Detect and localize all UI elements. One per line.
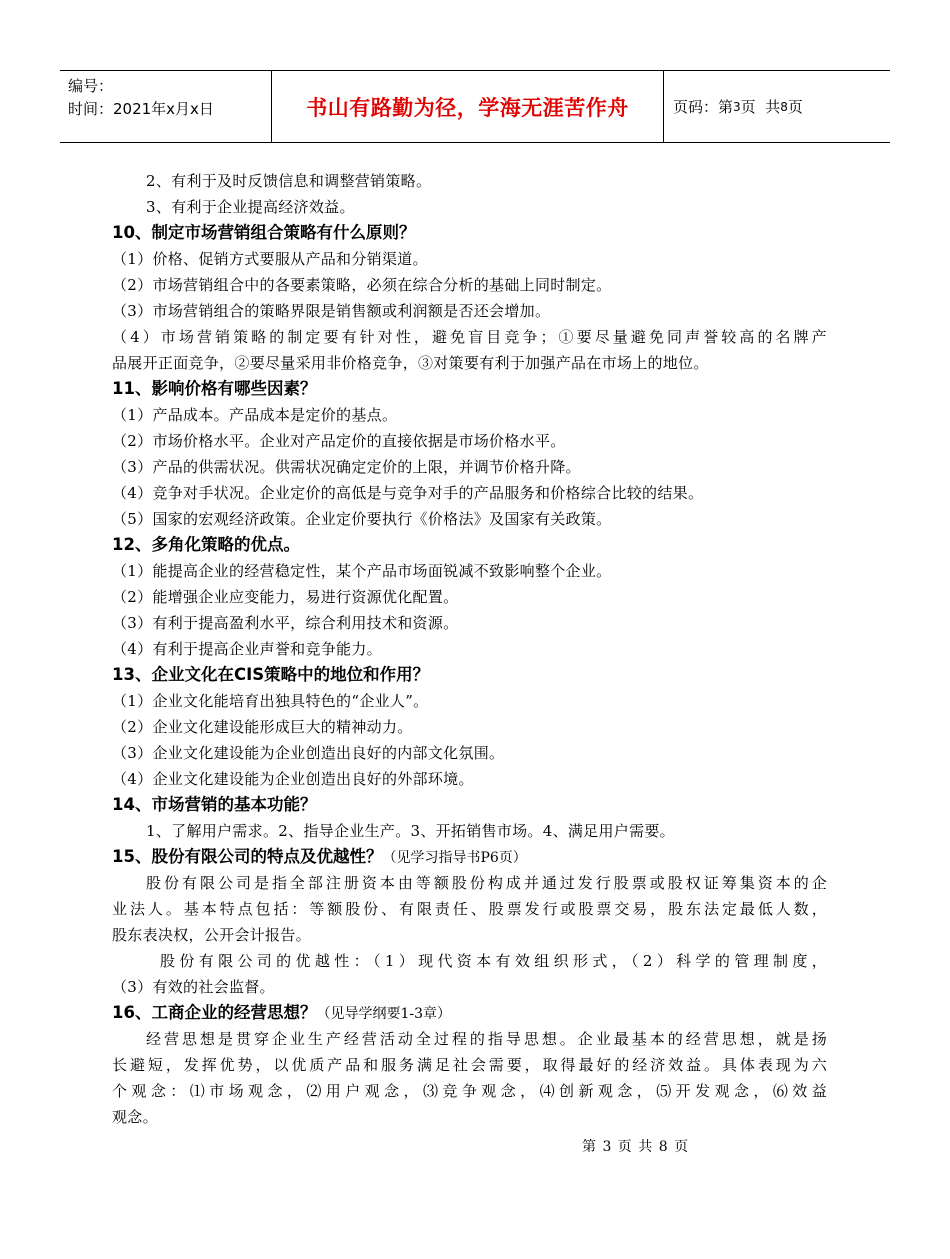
header-page-cell: [664, 71, 890, 142]
body-line: （3）市场营销组合的策略界限是销售额或利润额是否还会增加。: [112, 302, 551, 320]
page-suffix: 页: [787, 98, 803, 116]
section-heading-16: [112, 1000, 827, 1026]
body-line: 业法人。基本特点包括：等额股份、有限责任、股票发行或股票交易，股东法定最低人数，: [112, 900, 827, 918]
body-line: （3）产品的供需状况。供需状况确定定价的上限，并调节价格升降。: [112, 458, 581, 476]
heading-note: （见导学纲要1-3章）: [316, 1006, 452, 1022]
body-line: （1）企业文化能培育出独具特色的“企业人”。: [112, 692, 429, 710]
section-heading-15: [112, 844, 827, 870]
heading-text: 16、工商企业的经营思想？: [112, 1003, 317, 1022]
body-line: （4）有利于提高企业声誉和竞争能力。: [112, 640, 382, 658]
heading-text: 15、股份有限公司的特点及优越性？: [112, 847, 383, 866]
body-line: 1、了解用户需求。2、指导企业生产。3、开拓销售市场。4、满足用户需要。: [146, 822, 675, 840]
body-line: （3）有利于提高盈利水平，综合利用技术和资源。: [112, 614, 459, 632]
document-body: [112, 168, 827, 1130]
body-line: 经营思想是贯穿企业生产经营活动全过程的指导思想。企业最基本的经营思想，就是扬: [146, 1030, 827, 1048]
page-mid: 页 共: [740, 98, 781, 116]
body-line: 股份有限公司的优越性：（1）现代资本有效组织形式，（2）科学的管理制度，: [160, 952, 827, 970]
page-total: 8: [780, 99, 788, 114]
body-line: （4）竞争对手状况。企业定价的高低是与竞争对手的产品服务和价格综合比较的结果。: [112, 484, 704, 502]
section-heading-12: 12、多角化策略的优点。: [112, 535, 300, 554]
body-line: 观念。: [112, 1108, 158, 1126]
serial-label: 编号：: [68, 77, 114, 95]
body-line: 3、有利于企业提高经济效益。: [146, 198, 355, 216]
page-footer: 第 3 页 共 8 页: [582, 1139, 690, 1155]
body-line: 2、有利于及时反馈信息和调整营销策略。: [146, 172, 432, 190]
section-heading-10: 10、制定市场营销组合策略有什么原则？: [112, 223, 416, 242]
header-motto-cell: [272, 71, 664, 142]
page-prefix: 页码：第: [673, 98, 734, 116]
body-line: （4）企业文化建设能为企业创造出良好的外部环境。: [112, 770, 474, 788]
heading-note: （见学习指导书P6页）: [382, 850, 527, 866]
header-meta-cell: [60, 71, 272, 142]
body-line: 品展开正面竞争，②要尽量采用非价格竞争，③对策要有利于加强产品在市场上的地位。: [112, 354, 709, 372]
section-heading-11: 11、影响价格有哪些因素？: [112, 379, 317, 398]
page-number: 3: [733, 99, 741, 114]
body-line: （4）市场营销策略的制定要有针对性，避免盲目竞争；①要尽量避免同声誉较高的名牌产: [112, 328, 827, 346]
section-heading-13: 13、企业文化在CIS策略中的地位和作用？: [112, 665, 430, 684]
motto-text: 书山有路勤为径，学海无涯苦作舟: [306, 95, 629, 120]
body-line: （3）企业文化建设能为企业创造出良好的内部文化氛围。: [112, 744, 505, 762]
section-heading-14: 14、市场营销的基本功能？: [112, 795, 317, 814]
page-header: [60, 70, 890, 143]
body-line: 长避短，发挥优势，以优质产品和服务满足社会需要，取得最好的经济效益。具体表现为六: [112, 1056, 827, 1074]
body-line: （2）市场价格水平。企业对产品定价的直接依据是市场价格水平。: [112, 432, 566, 450]
body-line: （1）价格、促销方式要服从产品和分销渠道。: [112, 250, 428, 268]
body-line: （2）市场营销组合中的各要素策略，必须在综合分析的基础上同时制定。: [112, 276, 612, 294]
body-line: （2）能增强企业应变能力，易进行资源优化配置。: [112, 588, 459, 606]
body-line: 股份有限公司是指全部注册资本由等额股份构成并通过发行股票或股权证筹集资本的企: [146, 874, 827, 892]
body-line: 个观念：⑴市场观念，⑵用户观念，⑶竞争观念，⑷创新观念，⑸开发观念，⑹效益: [112, 1082, 827, 1100]
body-line: （3）有效的社会监督。: [112, 978, 275, 996]
body-line: 股东表决权，公开会计报告。: [112, 926, 311, 944]
body-line: （2）企业文化建设能形成巨大的精神动力。: [112, 718, 413, 736]
time-label: 时间：2021年x月x日: [68, 100, 214, 118]
body-line: （5）国家的宏观经济政策。企业定价要执行《价格法》及国家有关政策。: [112, 510, 612, 528]
body-line: （1）产品成本。产品成本是定价的基点。: [112, 406, 398, 424]
body-line: （1）能提高企业的经营稳定性，某个产品市场面锐减不致影响整个企业。: [112, 562, 612, 580]
